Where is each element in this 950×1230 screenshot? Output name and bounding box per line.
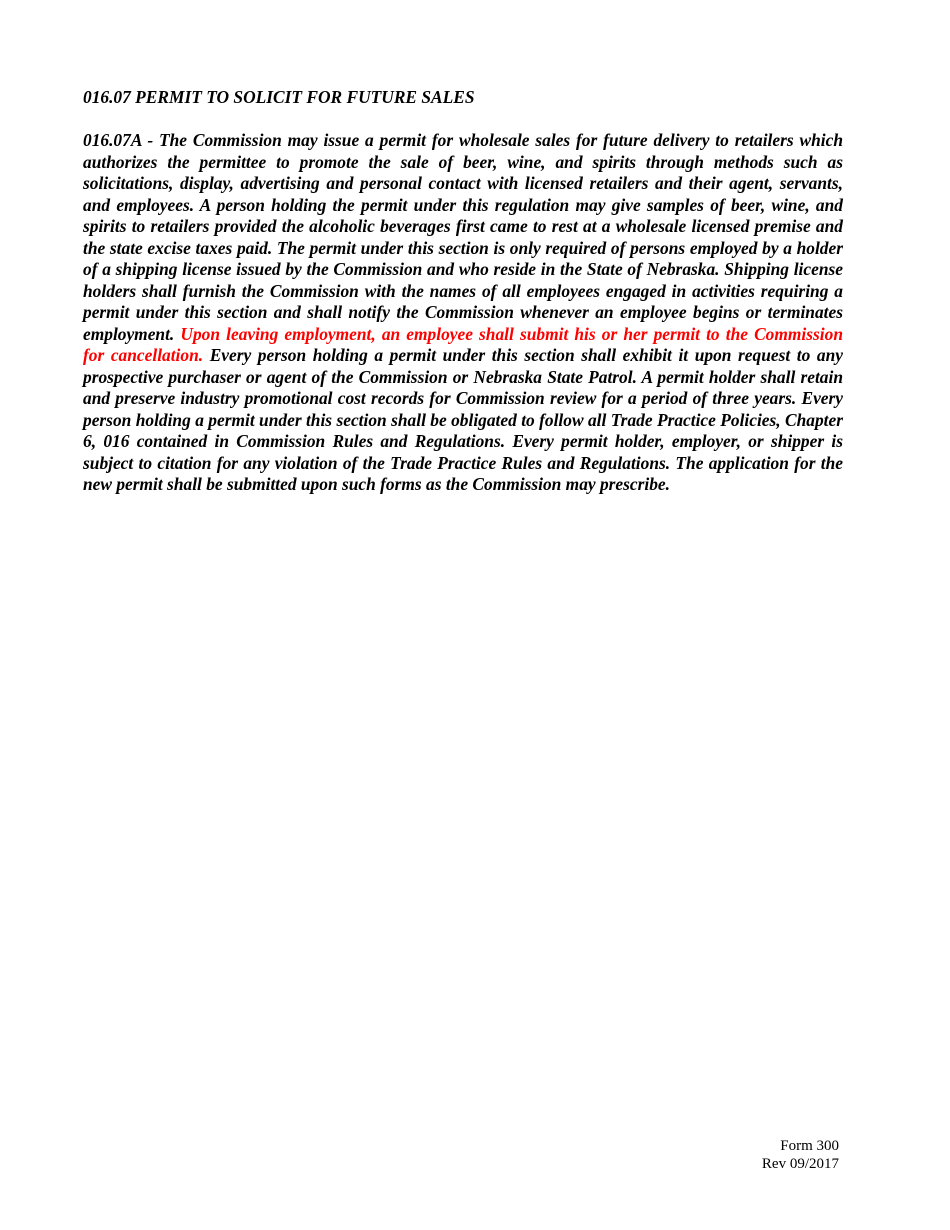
form-number: Form 300 [780,1138,839,1154]
paragraph-text-before: 016.07A - The Commission may issue a permit for wholesale sales for future delivery to retailers which authorizes the permittee to promote the sale of beer, wine, and spirits through methods such as solicitations, display, advertising and personal contact with licensed retailers and their agent, servants, and employees. A person holding the permit under this regulation may give samples of beer, wine, and spirits to retailers provided the alcoholic beverages first came to rest at a wholesale licensed premise and the state excise taxes paid. The permit under this section is only required of persons employed by a holder of a shipping license issued by the Commission and who reside in the State of Nebraska. Shipping license holders shall furnish the Commission with the names of all employees engaged in activities requiring a permit under this section and shall notify the Commission whenever an employee begins or terminates employment. [83,130,843,344]
section-heading: 016.07 PERMIT TO SOLICIT FOR FUTURE SALES [83,87,475,107]
paragraph-highlighted-text: Upon leaving employment, an employee shall submit his or her permit to the Commission for cancellation. [83,323,843,365]
form-footer [762,1137,839,1173]
form-revision: Rev 09/2017 [761,1156,839,1172]
paragraph-text-after: Every person holding a permit under this section shall exhibit it upon request to any prospective purchaser or agent of the Commission or Nebraska State Patrol. A permit holder shall retain and preserve industry promotional cost records for Commission review for a period of three years. Every person holding a permit under this section shall be obligated to follow all Trade Practice Policies, Chapter 6, 016 contained in Commission Rules and Regulations. Every permit holder, employer, or shipper is subject to citation for any violation of the Trade Practice Rules and Regulations. The application for the new permit shall be submitted upon such forms as the Commission may prescribe. [83,345,843,494]
section-body-paragraph [83,130,843,496]
